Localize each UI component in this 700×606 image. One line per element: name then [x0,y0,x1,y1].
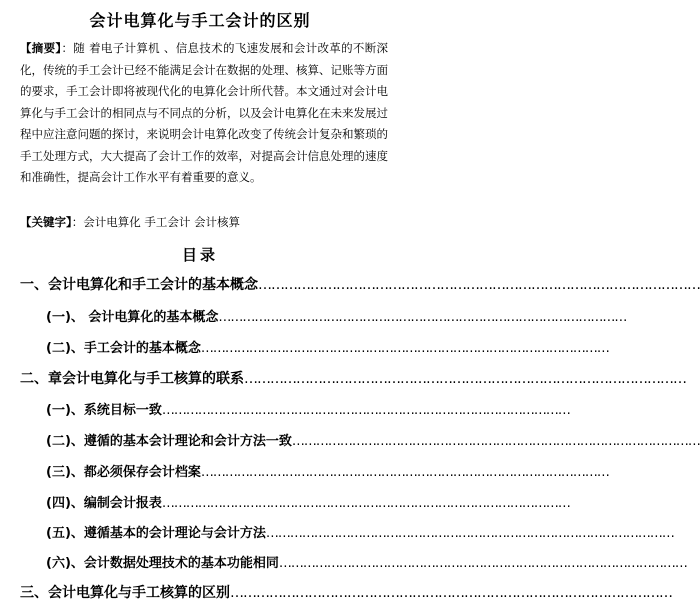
toc-entry-label: 一、会计电算化和手工会计的基本概念 [20,277,258,293]
toc-dot-leader: ………………………………………………………………………………………… [278,556,687,571]
toc-dot-leader: ………………………………………………………………………………………… [161,403,570,418]
toc-entry-label: (二)、遵循的基本会计理论和会计方法一致 [46,434,292,449]
abstract-paragraph [20,38,388,189]
toc-entry[interactable] [46,492,570,511]
toc-entry[interactable] [20,274,700,294]
toc-dot-leader: ………………………………………………………………………………………… [218,310,627,325]
document-title: 会计电算化与手工会计的区别 [89,11,311,30]
toc-dot-leader: ………………………………………………………………………………………… [258,277,700,293]
toc-entry[interactable] [46,399,570,418]
abstract-text: ：随 着电子计算机 、信息技术的飞速发展和会计改革的不断深化，传统的手工会计已经不能满足会计在数据的处理、核算、记账等方面的要求，手工会计即将被现代化的电算化会计所代替。本文通过对会计电算化与手工会计的相同点与不同点的分析，以及会计电算化在未来发展过程中应注意问题的探讨，来说明会计电算化改变了传统会计复杂和繁琐的手工处理方式，大大提高了会计工作的效率，对提高会计信息处理的速度和准确性，提高会计工作水平有着重要的意义。 [20,41,389,184]
toc-entry-label: (一)、 会计电算化的基本概念 [46,310,219,325]
toc-dot-leader: ………………………………………………………………………………………… [200,341,609,356]
keywords-text: ：会计电算化 手工会计 会计核算 [71,215,241,229]
toc-dot-leader: ………………………………………………………………………………………… [230,585,672,601]
toc-entry[interactable] [20,368,686,388]
keywords-line [20,212,388,233]
toc-dot-leader: ………………………………………………………………………………………… [291,434,700,449]
toc-entry-label: (五)、遵循基本的会计理论与会计方法 [46,526,266,541]
toc-entry[interactable] [46,430,700,449]
toc-entry[interactable] [20,582,672,602]
toc-dot-leader: ………………………………………………………………………………………… [265,526,674,541]
toc-entry[interactable] [46,552,687,571]
toc-entry-label: (六)、会计数据处理技术的基本功能相同 [46,556,279,571]
toc-entry-label: 三、会计电算化与手工核算的区别 [20,585,230,601]
toc-dot-leader: ………………………………………………………………………………………… [244,371,686,387]
toc-entry-label: (一)、系统目标一致 [46,403,162,418]
abstract-label: 【摘要】 [20,41,62,55]
toc-entry[interactable] [46,306,627,325]
toc-entry[interactable] [46,461,609,480]
toc-entry-label: (四)、编制会计报表 [46,496,162,511]
toc-entry[interactable] [46,337,609,356]
toc-heading: 目录 [181,246,218,264]
toc-entry-label: (二)、手工会计的基本概念 [46,341,201,356]
keywords-label: 【关键字】 [20,215,72,229]
toc-entry-label: (三)、都必须保存会计档案 [46,465,201,480]
toc-dot-leader: ………………………………………………………………………………………… [200,465,609,480]
toc-entry[interactable] [46,522,674,541]
toc-entry-label: 二、章会计电算化与手工核算的联系 [20,371,244,387]
toc-dot-leader: ………………………………………………………………………………………… [161,496,570,511]
